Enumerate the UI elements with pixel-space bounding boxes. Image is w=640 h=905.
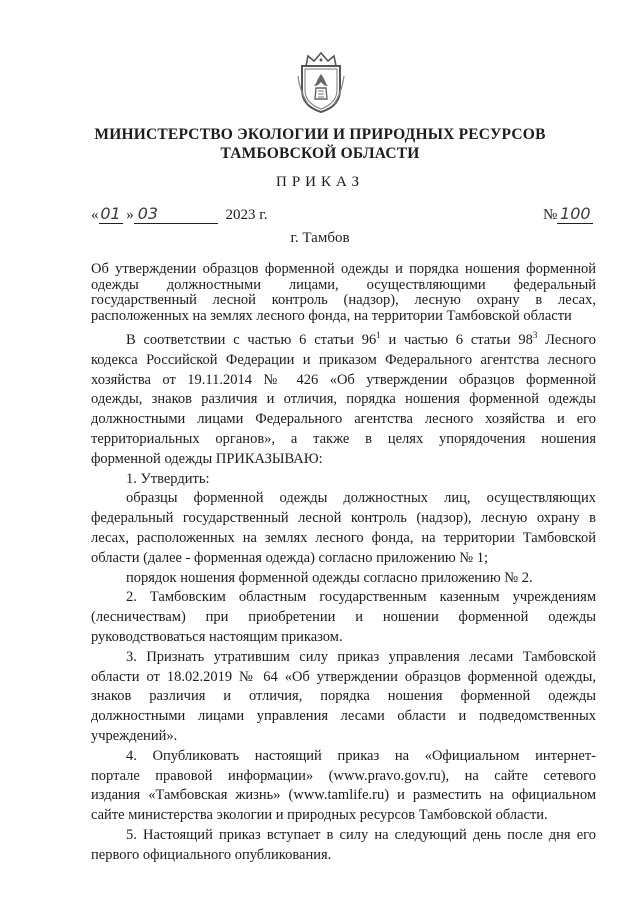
date-month: 03 [137, 204, 159, 223]
clause-2: 2. Тамбовским областным государственным казенным учреждениям [126, 589, 596, 606]
clause-1-item-2: порядок ношения форменной одежды согласно приложению № 2. [126, 569, 533, 586]
ministry-name-line-1: МИНИСТЕРСТВО ЭКОЛОГИИ И ПРИРОДНЫХ РЕСУРСОВ [94, 126, 546, 143]
order-date [91, 206, 267, 224]
preamble-first-line: В соответствии с частью 6 статьи $96^1$ и частью 6 статьи $98^3$ Лесного [126, 330, 596, 348]
clause-5: 5. Настоящий приказ вступает в силу на следующий день после дня его [126, 826, 596, 843]
preamble-line: форменной одежды ПРИКАЗЫВАЮ: [91, 450, 323, 467]
clause-1-item-1: образцы форменной одежды должностных лиц, осуществляющих [126, 490, 596, 507]
clause-4-line: издания «Тамбовская жизнь» (www.tamlife.ru) и разместить на официальном [91, 787, 596, 804]
preamble-line: хозяйства от 19.11.2014 № 426 «Об утверждении образцов форменной [91, 371, 596, 388]
subject-line: одежды должностными лицами, осуществляющими федеральный [91, 276, 596, 293]
ministry-name-line-2: ТАМБОВСКОЙ ОБЛАСТИ [220, 145, 420, 162]
city: г. Тамбов [290, 230, 350, 246]
subject-line: расположенных на землях лесного фонда, на территории Тамбовской области [91, 307, 572, 324]
clause-3-line: должностными лицами управления лесами области и подведомственных [91, 708, 596, 725]
date-day: 01 [100, 204, 121, 223]
preamble-line: кодекса Российской Федерации и приказом Федерального агентства лесного [91, 351, 596, 368]
date-close-quote: » [126, 207, 134, 223]
clause-3-line: области от 18.02.2019 № 64 «Об утверждении образцов форменной одежды, [91, 668, 596, 685]
date-year: 2023 г. [225, 207, 268, 223]
order-body [91, 331, 596, 866]
order-number [543, 206, 593, 224]
preamble-line: должностными лицами Федерального агентства лесного хозяйства и его [91, 411, 596, 428]
number-value: 100 [560, 204, 591, 223]
clause-1-item-1-line: лесах, расположенных на землях лесного фонда, на территории Тамбовской [91, 529, 596, 546]
subject-line: Об утверждении образцов форменной одежды и порядка ношения форменной [91, 261, 596, 277]
order-title: ПРИКАЗ [276, 174, 364, 190]
clause-3-line: знаков различия и отличия, порядка ношения форменной одежды [91, 688, 596, 705]
date-open-quote: « [91, 207, 99, 223]
subject-line: государственный лесной контроль (надзор), лесную охрану в лесах, [91, 292, 596, 308]
clause-4-line: портале правовой информации» (www.pravo.gov.ru), на сайте сетевого [91, 767, 596, 784]
clause-1-item-1-line: федеральный государственный лесной контроль (надзор), лесную охрану в [91, 510, 596, 527]
clause-1-item-1-line: области (далее - форменная одежда) согласно приложению № 1; [91, 549, 489, 566]
preamble-line: территориальных органов», а также в целях упорядочения ношения [91, 430, 596, 447]
order-subject [91, 262, 596, 324]
clause-4-line: сайте министерства экологии и природных ресурсов Тамбовской области. [91, 807, 548, 824]
coat-of-arms-icon [296, 52, 346, 114]
preamble-line: одежды, знаков различия и отличия, порядка ношения форменной одежды [91, 391, 596, 408]
clause-2-line: руководствоваться настоящим приказом. [91, 628, 343, 645]
clause-5-line: первого официального опубликования. [91, 846, 332, 863]
number-label: № [543, 207, 558, 223]
clause-3-line: учреждений». [91, 727, 178, 744]
clause-3: 3. Признать утратившим силу приказ управления лесами Тамбовской [126, 648, 596, 665]
clause-2-line: (лесничествам) при приобретении и ношении форменной одежды [91, 609, 596, 626]
clause-4: 4. Опубликовать настоящий приказ на «Официальном интернет- [126, 747, 596, 764]
clause-1-heading: 1. Утвердить: [126, 470, 210, 487]
